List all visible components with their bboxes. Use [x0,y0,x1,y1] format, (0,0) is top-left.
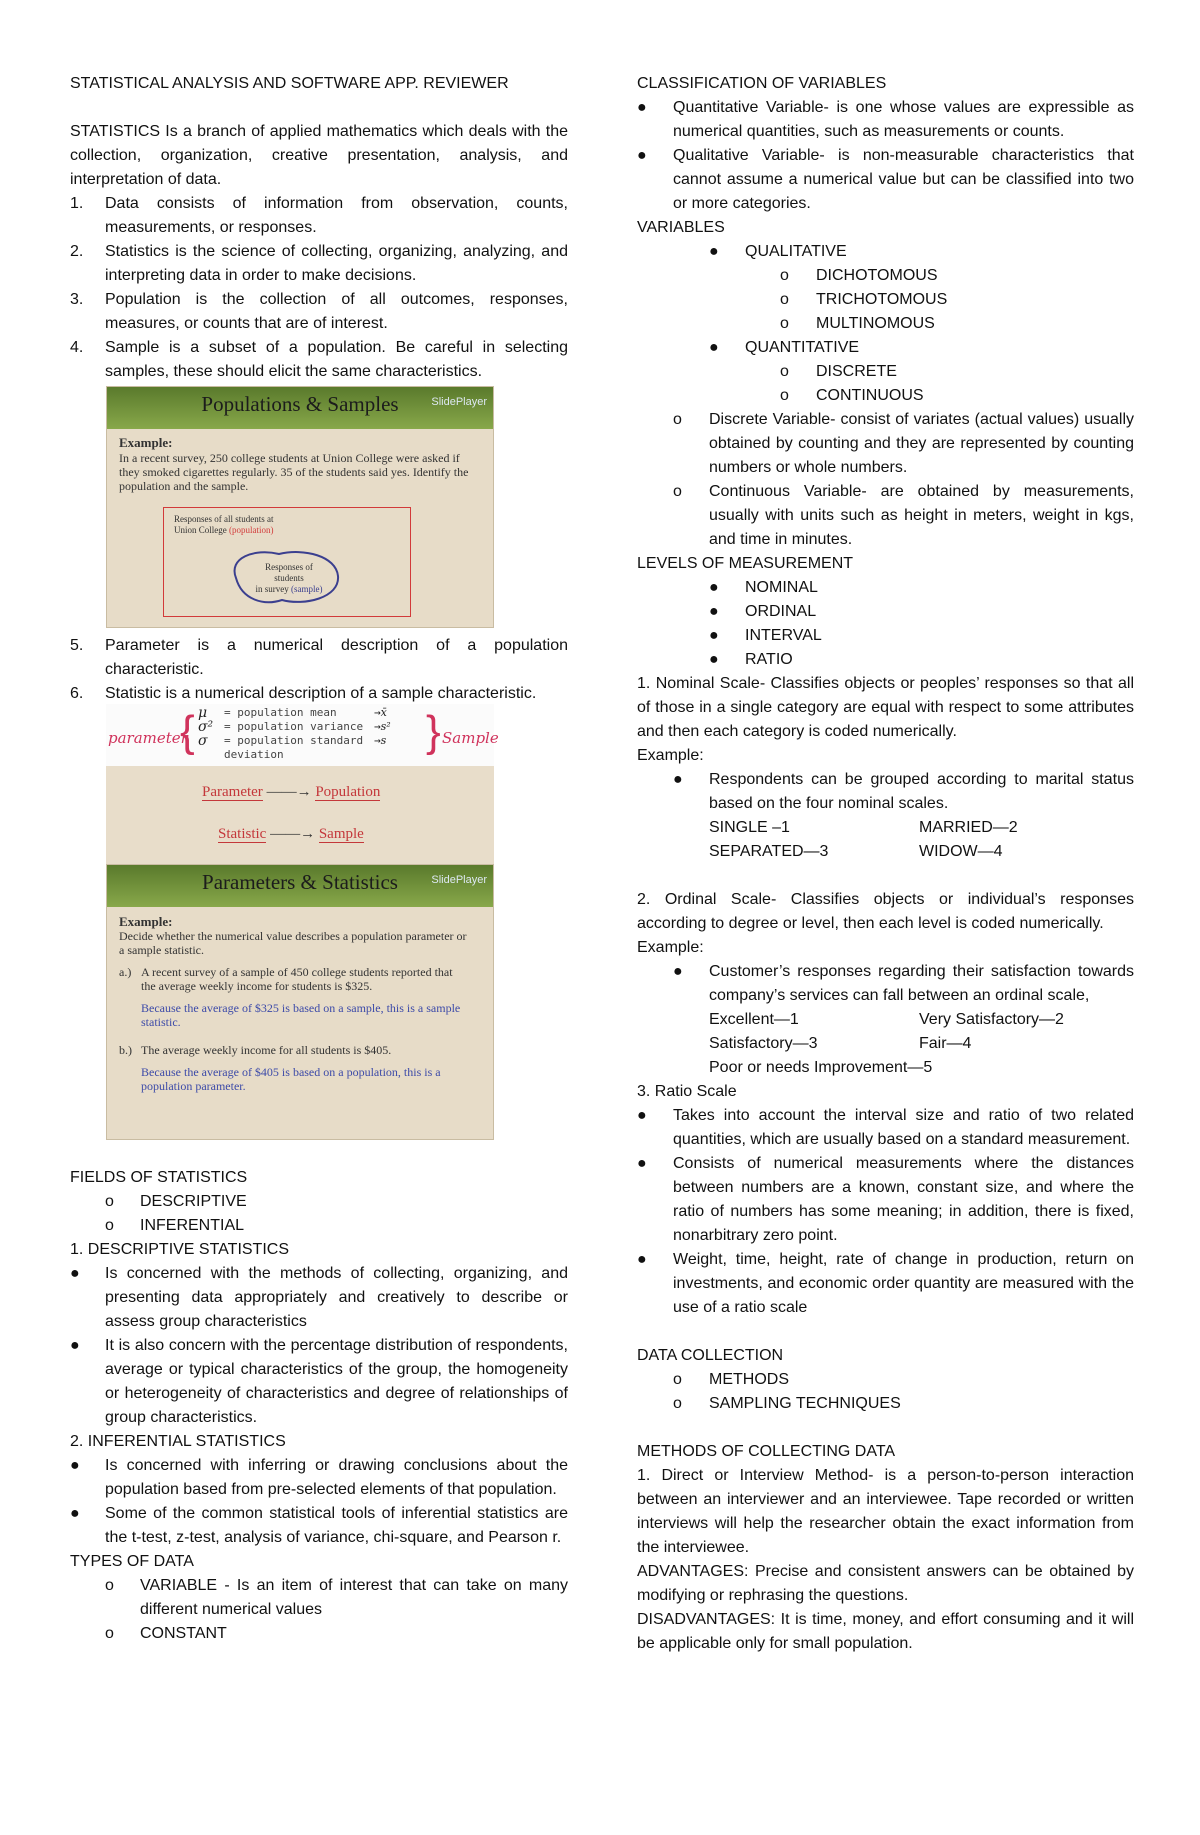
list-item: o DISCRETE [780,363,897,380]
slide-question-a: A recent survey of a sample of 450 college students reported that the average weekly income for students is $325. [141,965,453,993]
bullet-icon: ● [637,1251,647,1268]
list-item: o METHODS [673,1371,789,1388]
list-item: ● ORDINAL [637,600,1134,624]
population-box-label: Responses of all students at [174,514,274,524]
slideplayer-logo: SlidePlayer [431,874,487,886]
slide-heading: Populations & Samples [201,392,399,416]
direct-interview-method: 1. Direct or Interview Method- is a person-to-person interaction between an interviewer and an interviewee. Tape recorded or written interviews will help the researcher obtain the exact information from the interviewee. [637,1467,1134,1556]
list-item: ● Is concerned with the methods of collecting, organizing, and presenting data appropriately and creatively to describe or assess group characteristics [70,1262,568,1334]
levels-title: LEVELS OF MEASUREMENT [637,555,854,572]
list-item: o SAMPLING TECHNIQUES [673,1395,901,1412]
nominal-codes-row: SINGLE –1 MARRIED—2 [709,819,1018,836]
list-item: ● Respondents can be grouped according to marital status based on the four nominal scales. [637,768,1134,816]
right-column [637,72,1134,1656]
bullet-icon: ● [673,771,683,788]
ordinal-codes-row: Satisfactory—3 Fair—4 [709,1035,972,1052]
parameters-statistics-slide: Parameters & Statistics SlidePlayer Example: Decide whether the numerical value describes a population parameter or a sample statistic. a.) A recent survey of a sample of 450 college students reported that the average weekly income for students is $325. Because the average of $325 is based on a sample, this is a sample statistic. b.) The average weekly income for all students is $405. Because the average of $405 is based on a population, this is a population parameter. [106,864,494,1140]
list-item: ● RATIO [637,648,1134,672]
example-label: Example: [637,747,704,764]
descriptive-title: 1. DESCRIPTIVE STATISTICS [70,1241,289,1258]
left-column [70,72,568,1646]
parameter-statistic-mapping [106,766,494,864]
list-item: o DICHOTOMOUS [780,267,938,284]
fields-title: FIELDS OF STATISTICS [70,1169,248,1186]
slide-example-label: Example: [119,435,173,450]
slide-header [107,865,493,907]
bullet-icon: ● [709,603,719,620]
parameter-label: Parameter [202,784,263,800]
ratio-title: 3. Ratio Scale [637,1083,737,1100]
parameter-handwritten-label: parameter [108,729,188,747]
bullet-icon: ● [70,1265,80,1282]
bullet-icon: ● [70,1337,80,1354]
bullet-icon: ● [709,627,719,644]
list-item: o Continuous Variable- are obtained by measurements, usually with units such as height in meters, weight in kgs, and time in minutes. [673,483,1134,548]
notes-row: μ = population mean → x̄ [198,705,387,721]
slide-intro: Decide whether the numerical value describes a population parameter or a sample statistic. [119,929,467,957]
slide-answer-a: Because the average of $325 is based on a sample, this is a sample statistic. [141,1001,461,1029]
definitions-list [70,192,568,384]
slide-question-b: The average weekly income for all students is $405. [141,1043,392,1057]
list-item: 3. Population is the collection of all outcomes, responses, measures, or counts that are of interest. [70,291,568,332]
list-item: o DESCRIPTIVE [105,1193,247,1210]
list-item: ● INTERVAL [637,624,1134,648]
inferential-title: 2. INFERENTIAL STATISTICS [70,1433,286,1450]
left-brace: { [180,707,195,756]
nominal-codes-row: SEPARATED—3 WIDOW—4 [709,843,1003,860]
ordinal-scale-text: 2. Ordinal Scale- Classifies objects or individual’s responses according to degree or level, then each level is coded numerically. [637,891,1134,932]
bullet-icon: ● [673,963,683,980]
slide-example-label: Example: [119,914,173,929]
bullet-icon: ● [70,1457,80,1474]
arrow-icon: ——→ [270,826,319,842]
list-item: ● Is concerned with inferring or drawing conclusions about the population based from pre-selected elements of that population. [70,1454,568,1502]
bullet-icon: ● [637,1107,647,1124]
list-item: 2. Statistics is the science of collecting, organizing, analyzing, and interpreting data in order to make decisions. [70,243,568,284]
notes-rows: μ = population mean → x̄ σ² = population variance → s² σ = population standard → s deviation [198,706,438,762]
methods-title: METHODS OF COLLECTING DATA [637,1443,896,1460]
list-item: ● Some of the common statistical tools of inferential statistics are the t-test, z-test, analysis of variance, chi-square, and Pearson r. [70,1502,568,1550]
list-item: ● NOMINAL [637,576,1134,600]
bullet-icon: ● [637,1155,647,1172]
nominal-scale-text: 1. Nominal Scale- Classifies objects or peoples’ responses so that all of those in a single category are equal with respect to some attributes and then each category is coded numerically. [637,675,1134,740]
list-item: o CONTINUOUS [780,387,924,404]
arrow-icon: ——→ [266,784,316,800]
definitions-list-2 [70,634,568,706]
populations-samples-slide [106,386,494,628]
disadvantages-text: DISADVANTAGES: It is time, money, and effort consuming and it will be applicable only for small population. [637,1611,1135,1652]
list-item: o INFERENTIAL [105,1217,245,1234]
slide-heading: Parameters & Statistics [202,870,398,894]
list-item: ● Customer’s responses regarding their satisfaction towards company’s services can fall between an ordinal scale, [637,960,1134,1008]
bullet-icon: ● [637,99,647,116]
variables-title: VARIABLES [637,219,725,236]
right-brace: } [426,707,441,756]
list-item: ● Consists of numerical measurements where the distances between numbers are a known, constant size, and where the ratio of numbers has some meaning; in addition, there is fixed, nonarbitrary zero point. [637,1152,1134,1248]
list-item: ● QUALITATIVE [637,240,1134,264]
list-item: o TRICHOTOMOUS [780,291,948,308]
list-item: 4. Sample is a subset of a population. Be careful in selecting samples, these should elicit the same characteristics. [70,339,568,380]
list-item: o CONSTANT [105,1625,227,1642]
sample-handwritten-label: Sample [442,729,499,747]
slide-example-text: In a recent survey, 250 college students at Union College were asked if they smoked cigarettes regularly. 35 of the students said yes. Identify the population and the sample. [119,451,469,493]
sample-label: Sample [318,826,364,842]
advantages-text: ADVANTAGES: Precise and consistent answers can be obtained by modifying or rephrasing the questions. [637,1563,1134,1604]
bullet-icon: ● [709,243,719,260]
statistic-label: Statistic [218,826,267,842]
list-item: o MULTINOMOUS [780,315,935,332]
ordinal-last-code: Poor or needs Improvement—5 [709,1059,933,1076]
handwritten-notes-figure [106,704,499,766]
sample-blob-label: Responses of students [265,562,313,583]
population-label: Population [315,784,381,800]
bullet-icon: ● [70,1505,80,1522]
list-item: ● Takes into account the interval size and ratio of two related quantities, which are usually based on a standard measurement. [637,1104,1134,1152]
list-item: ● Quantitative Variable- is one whose values are expressible as numerical quantities, such as measurements or counts. [637,96,1134,144]
list-item: ● It is also concern with the percentage distribution of respondents, average or typical characteristics of the group, the homogeneity or heterogeneity of characteristics and degree of relationships of group characteristics. [70,1334,568,1430]
notes-row: σ = population standard → s [198,733,387,749]
list-item: 6. Statistic is a numerical description of a sample characteristic. [70,685,537,702]
slide-header [107,387,493,429]
types-title: TYPES OF DATA [70,1553,194,1570]
list-item: 5. Parameter is a numerical description of a population characteristic. [70,637,568,678]
ordinal-codes-row: Excellent—1 Very Satisfactory—2 [709,1011,1064,1028]
classification-title: CLASSIFICATION OF VARIABLES [637,75,887,92]
statistics-definition: STATISTICS Is a branch of applied mathematics which deals with the collection, organization, creative presentation, analysis, and interpretation of data. [70,123,568,188]
data-collection-title: DATA COLLECTION [637,1347,784,1364]
bullet-icon: ● [637,147,647,164]
list-item: 1. Data consists of information from observation, counts, measurements, or responses. [70,195,568,236]
bullet-icon: ● [709,579,719,596]
list-item: ● QUANTITATIVE [637,336,1134,360]
slideplayer-logo: SlidePlayer [431,396,487,408]
list-item: ● Weight, time, height, rate of change in production, return on investments, and economic order quantity are measured with the use of a ratio scale [637,1248,1134,1320]
population-box: Responses of all students at Union College (population) Responses of students in survey (sample) [163,507,411,617]
bullet-icon: ● [709,651,719,668]
bullet-icon: ● [709,339,719,356]
slide-answer-b: Because the average of $405 is based on a population, this is a population parameter. [141,1065,441,1093]
document-title: STATISTICAL ANALYSIS AND SOFTWARE APP. REVIEWER [70,75,509,92]
example-label: Example: [637,939,704,956]
list-item: o Discrete Variable- consist of variates (actual values) usually obtained by counting and they are represented by counting numbers or whole numbers. [673,411,1134,476]
list-item: o VARIABLE - Is an item of interest that can take on many different numerical values [105,1577,568,1618]
list-item: ● Qualitative Variable- is non-measurable characteristics that cannot assume a numerical value but can be classified into two or more categories. [637,144,1134,216]
notes-row: σ² = population variance → s² [198,719,391,735]
